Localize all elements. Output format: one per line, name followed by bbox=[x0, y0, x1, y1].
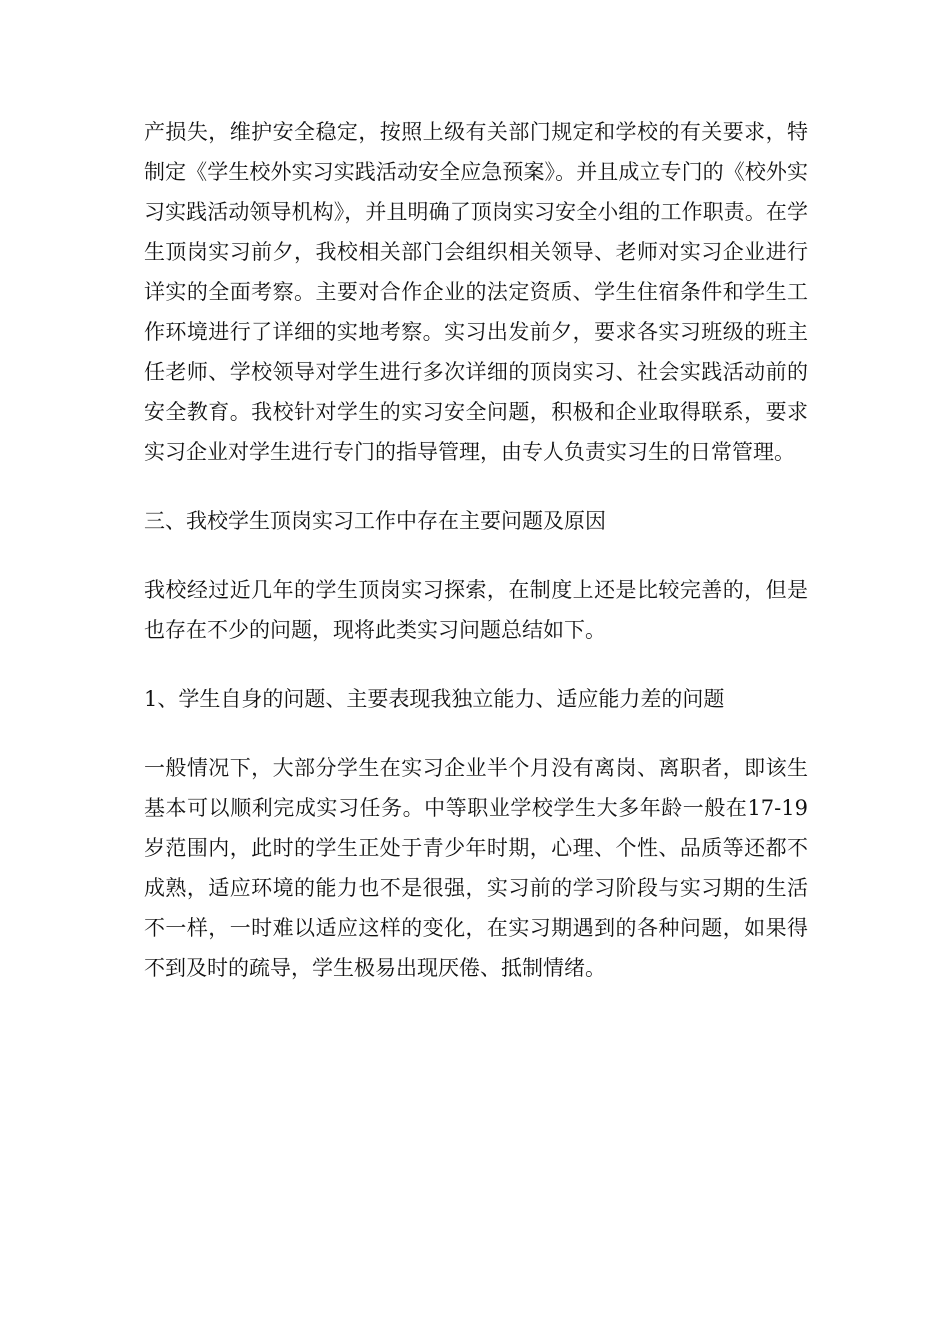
document-body bbox=[144, 112, 808, 988]
paragraph-problems-intro: 我校经过近几年的学生顶岗实习探索，在制度上还是比较完善的，但是也存在不少的问题，现将此类实习问题总结如下。 bbox=[144, 578, 808, 642]
section-heading-problems: 三、我校学生顶岗实习工作中存在主要问题及原因 bbox=[144, 509, 606, 533]
paragraph-safety-measures: 产损失，维护安全稳定，按照上级有关部门规定和学校的有关要求，特制定《学生校外实习实践活动安全应急预案》。并且成立专门的《校外实习实践活动领导机构》，并且明确了顶岗实习安全小组的工作职责。在学生顶岗实习前夕，我校相关部门会组织相关领导、老师对实习企业进行详实的全面考察。主要对合作企业的法定资质、学生住宿条件和学生工作环境进行了详细的实地考察。实习出发前夕，要求各实习班级的班主任老师、学校领导对学生进行多次详细的顶岗实习、社会实践活动前的安全教育。我校针对学生的实习安全问题，积极和企业取得联系，要求实习企业对学生进行专门的指导管理，由专人负责实习生的日常管理。 bbox=[144, 120, 808, 464]
subheading-student-issues: 1、学生自身的问题、主要表现我独立能力、适应能力差的问题 bbox=[144, 687, 725, 711]
paragraph-student-issues: 一般情况下，大部分学生在实习企业半个月没有离岗、离职者，即该生基本可以顺利完成实习任务。中等职业学校学生大多年龄一般在17-19 岁范围内，此时的学生正处于青少年时期，心理、个性、品质等还都不成熟，适应环境的能力也不是很强，实习前的学习阶段与实习期的生活不一样，一时难以适应这样的变化，在实习期遇到的各种问题，如果得不到及时的疏导，学生极易出现厌倦、抵制情绪。 bbox=[144, 756, 808, 980]
